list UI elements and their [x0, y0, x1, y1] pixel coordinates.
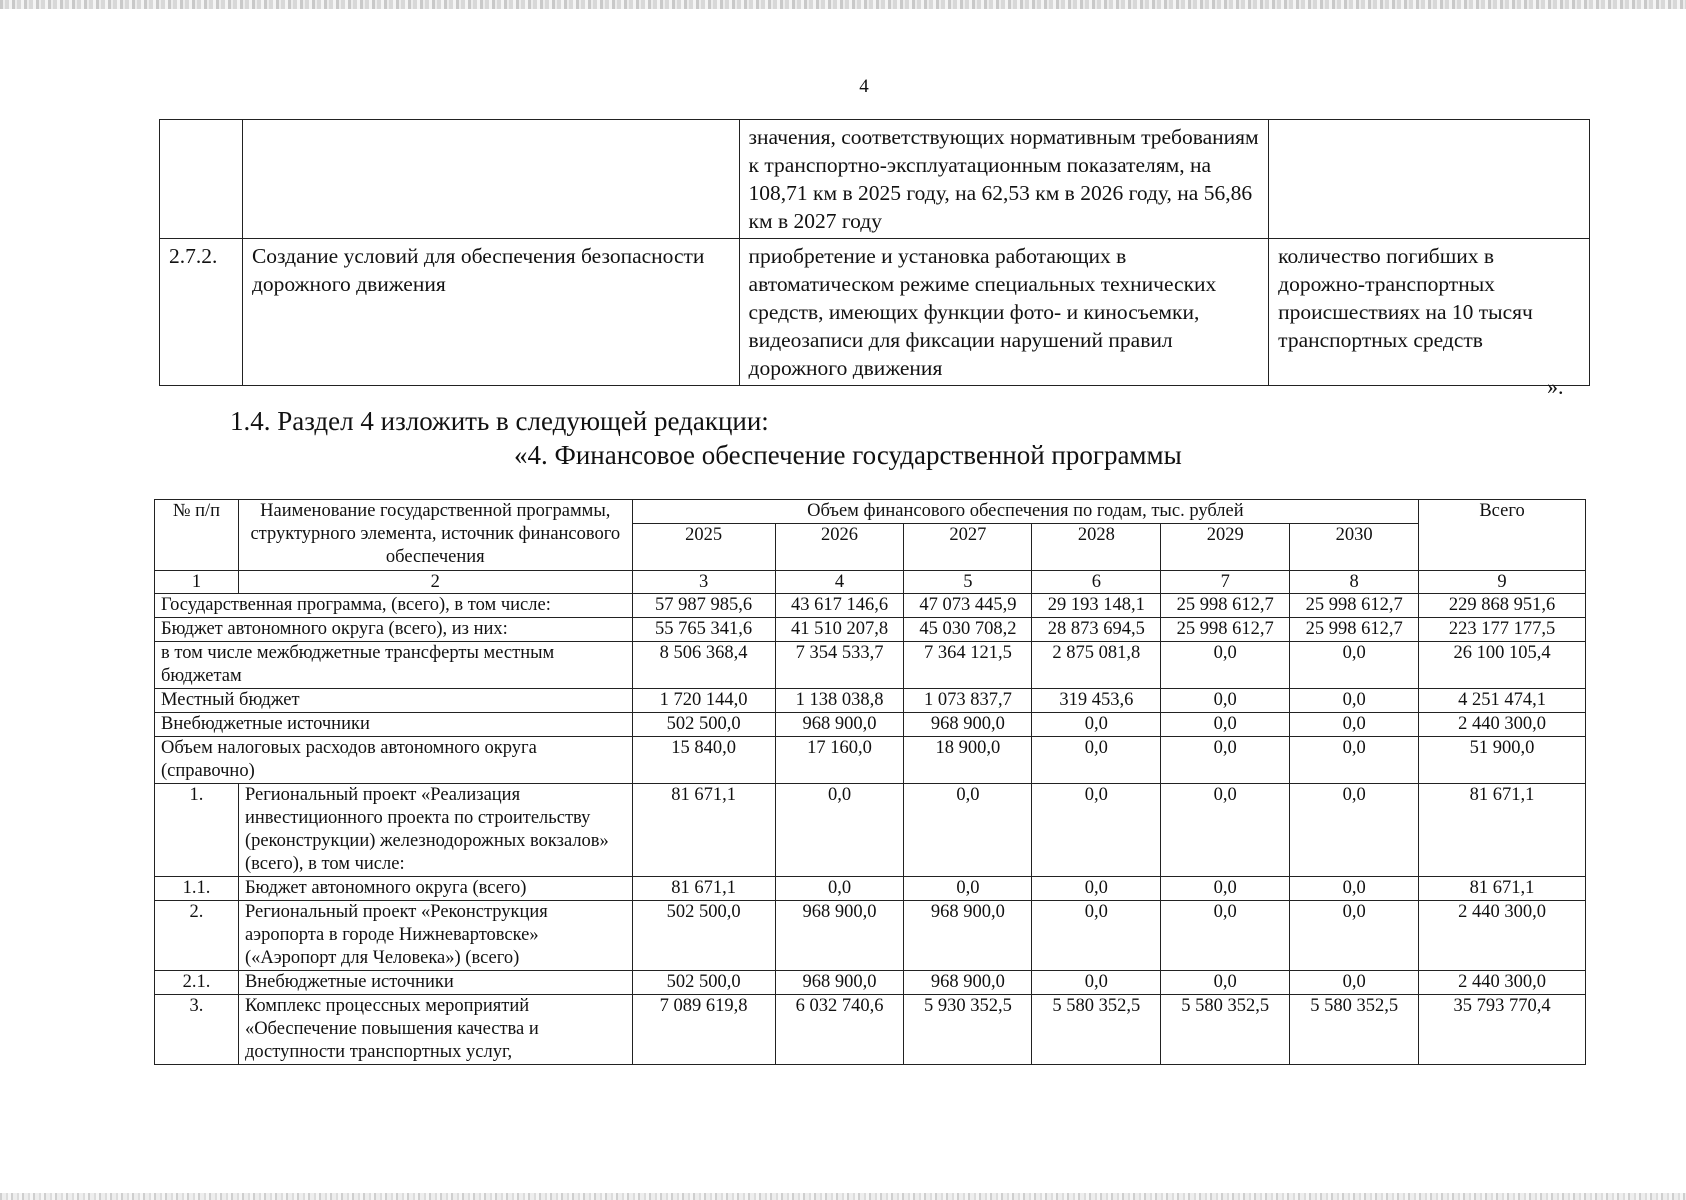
table-row [155, 995, 1586, 1065]
page-number: 4 [859, 76, 869, 97]
column-number: 9 [1419, 571, 1586, 594]
total-value: 2 440 300,0 [1419, 713, 1586, 737]
table-row [155, 901, 1586, 971]
year-value: 0,0 [775, 877, 904, 901]
row-name: Внебюджетные источники [238, 971, 632, 995]
year-value: 81 671,1 [632, 784, 775, 877]
finance-table [154, 499, 1586, 1065]
year-value: 57 987 985,6 [632, 594, 775, 618]
year-value: 0,0 [1161, 713, 1290, 737]
year-value: 968 900,0 [904, 971, 1032, 995]
year-value: 5 580 352,5 [1161, 995, 1290, 1065]
header-year: 2028 [1032, 524, 1161, 571]
year-value: 0,0 [1161, 971, 1290, 995]
year-value: 0,0 [1161, 901, 1290, 971]
amendment-instruction: 1.4. Раздел 4 изложить в следующей редакции: [230, 406, 769, 436]
result-cell: приобретение и установка работающих в автоматическом режиме специальных технических средств, имеющих функции фото- и киносъемки, видеозаписи для фиксации нарушений правил дорожного движения [739, 239, 1269, 386]
year-value: 0,0 [1290, 713, 1419, 737]
table-row [155, 618, 1586, 642]
year-value: 0,0 [1161, 642, 1290, 689]
year-value: 0,0 [1290, 901, 1419, 971]
column-number: 2 [238, 571, 632, 594]
total-value: 81 671,1 [1419, 877, 1586, 901]
table-row [155, 737, 1586, 784]
year-value: 1 720 144,0 [632, 689, 775, 713]
year-value: 7 089 619,8 [632, 995, 775, 1065]
closing-quote: ». [1547, 374, 1564, 399]
row-number: 2.1. [155, 971, 239, 995]
header-volume: Объем финансового обеспечения по годам, тыс. рублей [632, 500, 1418, 524]
result-cell: значения, соответствующих нормативным требованиям к транспортно-эксплуатационным показателям, на 108,71 км в 2025 году, на 62,53 км в 2026 году, на 56,86 км в 2027 году [739, 120, 1269, 239]
table-row [155, 642, 1586, 689]
header-total: Всего [1419, 500, 1586, 571]
row-number: 2. [155, 901, 239, 971]
header-year: 2030 [1290, 524, 1419, 571]
year-value: 18 900,0 [904, 737, 1032, 784]
year-value: 43 617 146,6 [775, 594, 904, 618]
row-name: Местный бюджет [155, 689, 633, 713]
total-value: 2 440 300,0 [1419, 901, 1586, 971]
column-number: 7 [1161, 571, 1290, 594]
year-value: 0,0 [1032, 737, 1161, 784]
column-number: 4 [775, 571, 904, 594]
finance-body [155, 594, 1586, 1065]
year-value: 0,0 [904, 877, 1032, 901]
year-value: 1 138 038,8 [775, 689, 904, 713]
year-value: 0,0 [1290, 642, 1419, 689]
year-value: 0,0 [1032, 784, 1161, 877]
indicators-row [160, 239, 1590, 386]
indicators-table [159, 119, 1590, 386]
year-value: 0,0 [1290, 737, 1419, 784]
indicator-cell [1269, 120, 1590, 239]
header-year: 2025 [632, 524, 775, 571]
year-value: 45 030 708,2 [904, 618, 1032, 642]
year-value: 968 900,0 [775, 901, 904, 971]
table-row [155, 971, 1586, 995]
row-number: 2.7.2. [160, 239, 243, 386]
header-num: № п/п [155, 500, 239, 571]
year-value: 968 900,0 [904, 901, 1032, 971]
year-value: 41 510 207,8 [775, 618, 904, 642]
year-value: 5 930 352,5 [904, 995, 1032, 1065]
row-name: Государственная программа, (всего), в том числе: [155, 594, 633, 618]
table-row [155, 594, 1586, 618]
total-value: 81 671,1 [1419, 784, 1586, 877]
year-value: 319 453,6 [1032, 689, 1161, 713]
year-value: 5 580 352,5 [1032, 995, 1161, 1065]
column-number: 3 [632, 571, 775, 594]
year-value: 0,0 [1290, 689, 1419, 713]
year-value: 502 500,0 [632, 971, 775, 995]
total-value: 26 100 105,4 [1419, 642, 1586, 689]
year-value: 0,0 [1161, 784, 1290, 877]
total-value: 223 177 177,5 [1419, 618, 1586, 642]
row-number: 1.1. [155, 877, 239, 901]
year-value: 25 998 612,7 [1290, 618, 1419, 642]
column-number: 6 [1032, 571, 1161, 594]
column-number: 8 [1290, 571, 1419, 594]
task-cell [242, 120, 739, 239]
row-name: Комплекс процессных мероприятий «Обеспечение повышения качества и доступности транспортных услуг, [238, 995, 632, 1065]
year-value: 81 671,1 [632, 877, 775, 901]
year-value: 17 160,0 [775, 737, 904, 784]
year-value: 15 840,0 [632, 737, 775, 784]
year-value: 25 998 612,7 [1161, 618, 1290, 642]
scan-edge-top [0, 0, 1686, 9]
year-value: 8 506 368,4 [632, 642, 775, 689]
year-value: 55 765 341,6 [632, 618, 775, 642]
table-row [155, 689, 1586, 713]
indicators-row [160, 120, 1590, 239]
year-value: 6 032 740,6 [775, 995, 904, 1065]
total-value: 4 251 474,1 [1419, 689, 1586, 713]
year-value: 7 354 533,7 [775, 642, 904, 689]
year-value: 0,0 [1161, 689, 1290, 713]
row-number: 3. [155, 995, 239, 1065]
year-value: 7 364 121,5 [904, 642, 1032, 689]
header-year: 2026 [775, 524, 904, 571]
row-name: Бюджет автономного округа (всего) [238, 877, 632, 901]
year-value: 502 500,0 [632, 901, 775, 971]
year-value: 1 073 837,7 [904, 689, 1032, 713]
year-value: 5 580 352,5 [1290, 995, 1419, 1065]
year-value: 25 998 612,7 [1161, 594, 1290, 618]
year-value: 2 875 081,8 [1032, 642, 1161, 689]
total-value: 35 793 770,4 [1419, 995, 1586, 1065]
year-value: 0,0 [1032, 901, 1161, 971]
year-value: 47 073 445,9 [904, 594, 1032, 618]
section-title: «4. Финансовое обеспечение государственной программы [514, 440, 1182, 470]
year-value: 29 193 148,1 [1032, 594, 1161, 618]
year-value: 502 500,0 [632, 713, 775, 737]
total-value: 2 440 300,0 [1419, 971, 1586, 995]
column-number: 1 [155, 571, 239, 594]
row-name: Внебюджетные источники [155, 713, 633, 737]
row-name: Бюджет автономного округа (всего), из них: [155, 618, 633, 642]
year-value: 0,0 [1032, 971, 1161, 995]
header-year: 2027 [904, 524, 1032, 571]
year-value: 968 900,0 [904, 713, 1032, 737]
year-value: 968 900,0 [775, 713, 904, 737]
year-value: 0,0 [1161, 877, 1290, 901]
year-value: 0,0 [1290, 784, 1419, 877]
year-value: 0,0 [775, 784, 904, 877]
header-year: 2029 [1161, 524, 1290, 571]
row-name: в том числе межбюджетные трансферты местным бюджетам [155, 642, 633, 689]
row-name: Региональный проект «Реконструкция аэропорта в городе Нижневартовске» («Аэропорт для Человека») (всего) [238, 901, 632, 971]
year-value: 0,0 [1290, 971, 1419, 995]
total-value: 229 868 951,6 [1419, 594, 1586, 618]
scan-edge-bottom [0, 1193, 1686, 1200]
year-value: 0,0 [1161, 737, 1290, 784]
column-number: 5 [904, 571, 1032, 594]
finance-header-row [155, 500, 1586, 524]
task-cell: Создание условий для обеспечения безопасности дорожного движения [242, 239, 739, 386]
column-numbers-row [155, 571, 1586, 594]
header-name: Наименование государственной программы, структурного элемента, источник финансового обеспечения [238, 500, 632, 571]
table-row [155, 784, 1586, 877]
row-number: 1. [155, 784, 239, 877]
table-row [155, 877, 1586, 901]
year-value: 0,0 [904, 784, 1032, 877]
row-number [160, 120, 243, 239]
year-value: 25 998 612,7 [1290, 594, 1419, 618]
total-value: 51 900,0 [1419, 737, 1586, 784]
row-name: Региональный проект «Реализация инвестиционного проекта по строительству (реконструкции) железнодорожных вокзалов» (всего), в том числе: [238, 784, 632, 877]
year-value: 28 873 694,5 [1032, 618, 1161, 642]
year-value: 0,0 [1032, 713, 1161, 737]
year-value: 0,0 [1032, 877, 1161, 901]
year-value: 0,0 [1290, 877, 1419, 901]
year-value: 968 900,0 [775, 971, 904, 995]
row-name: Объем налоговых расходов автономного округа (справочно) [155, 737, 633, 784]
indicator-cell: количество погибших в дорожно-транспортных происшествиях на 10 тысяч транспортных средств [1269, 239, 1590, 386]
table-row [155, 713, 1586, 737]
